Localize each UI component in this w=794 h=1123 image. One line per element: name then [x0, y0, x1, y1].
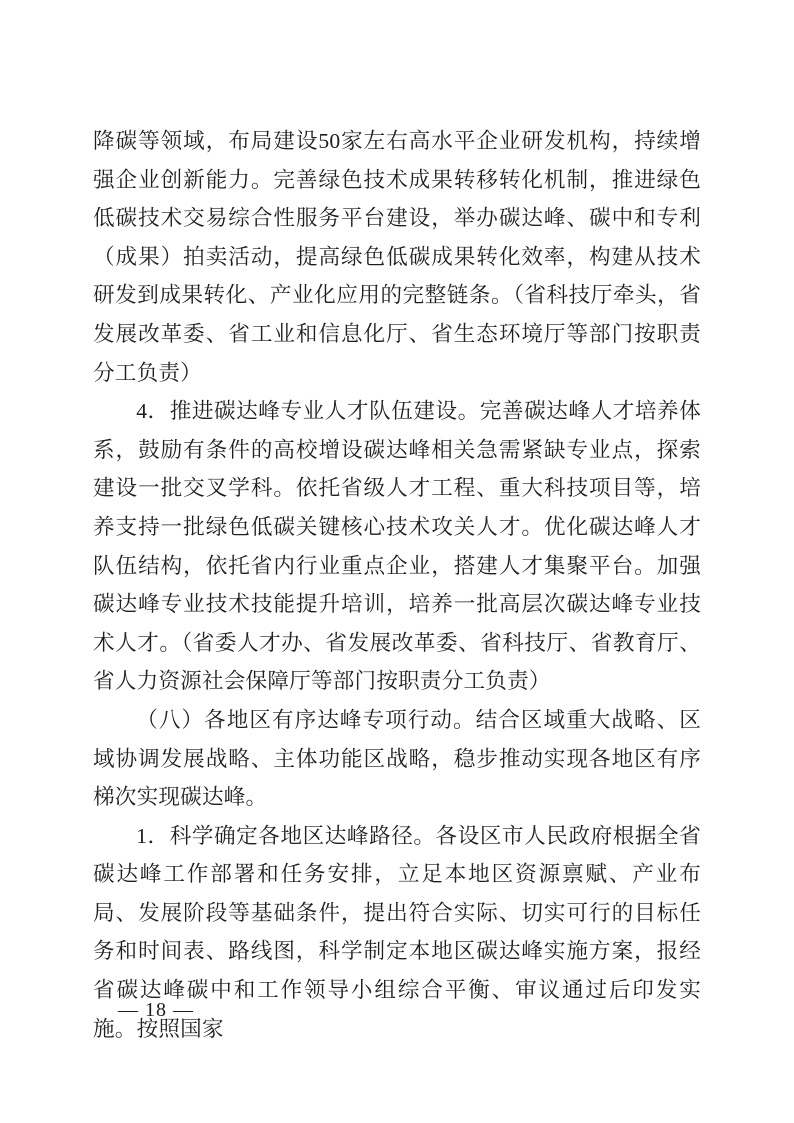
- paragraph-continuation: 降碳等领域，布局建设50家左右高水平企业研发机构，持续增强企业创新能力。完善绿色技术成果转移转化机制，推进绿色低碳技术交易综合性服务平台建设，举办碳达峰、碳中和专利（成果）拍卖活动，提高绿色低碳成果转化效率，构建从技术研发到成果转化、产业化应用的完整链条。（省科技厅牵头，省发展改革委、省工业和信息化厅、省生态环境厅等部门按职责分工负责）: [93, 129, 701, 385]
- document-body: [93, 122, 701, 1048]
- paragraph-item-1: 1．科学确定各地区达峰路径。各设区市人民政府根据全省碳达峰工作部署和任务安排，立足本地区资源禀赋、产业布局、发展阶段等基础条件，提出符合实际、切实可行的目标任务和时间表、路线图，科学制定本地区碳达峰实施方案，报经省碳达峰碳中和工作领导小组综合平衡、审议通过后印发实施。按照国家: [93, 823, 701, 1041]
- paragraph-item-4: 4．推进碳达峰专业人才队伍建设。完善碳达峰人才培养体系，鼓励有条件的高校增设碳达峰相关急需紧缺专业点，探索建设一批交叉学科。依托省级人才工程、重大科技项目等，培养支持一批绿色低碳关键核心技术攻关人才。优化碳达峰人才队伍结构，依托省内行业重点企业，搭建人才集聚平台。加强碳达峰专业技术技能提升培训，培养一批高层次碳达峰专业技术人才。（省委人才办、省发展改革委、省科技厅、省教育厅、省人力资源社会保障厅等部门按职责分工负责）: [93, 399, 701, 694]
- paragraph-section-8: （八）各地区有序达峰专项行动。结合区域重大战略、区域协调发展战略、主体功能区战略，稳步推动实现各地区有序梯次实现碳达峰。: [93, 707, 701, 810]
- page-number: — 18 —: [118, 999, 194, 1021]
